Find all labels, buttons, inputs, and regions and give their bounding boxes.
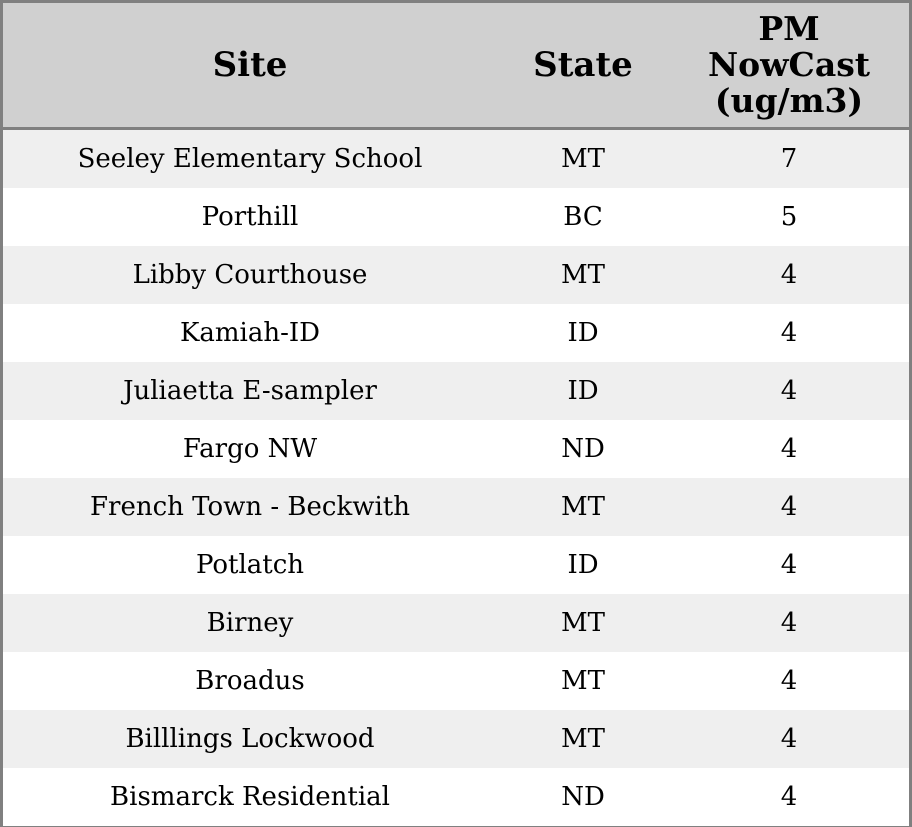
column-header-pm-line3: (ug/m3) [714,81,864,120]
cell-pm: 4 [669,594,909,652]
table-row [3,536,909,594]
cell-site: French Town - Beckwith [3,478,497,536]
cell-pm: 7 [669,129,909,189]
column-header-site: Site [3,3,497,129]
cell-state: MT [497,652,669,710]
cell-site: Kamiah-ID [3,304,497,362]
cell-state: ND [497,768,669,826]
table-row [3,768,909,826]
header-row [3,3,909,129]
column-header-pm-line1: PM [758,9,820,48]
cell-pm: 4 [669,304,909,362]
table-row [3,362,909,420]
cell-state: BC [497,188,669,246]
cell-pm: 4 [669,246,909,304]
cell-state: ID [497,362,669,420]
table-row [3,304,909,362]
cell-site: Porthill [3,188,497,246]
cell-site: Seeley Elementary School [3,129,497,189]
cell-site: Fargo NW [3,420,497,478]
cell-pm: 4 [669,768,909,826]
column-header-pm-line2: NowCast [707,45,871,84]
cell-pm: 4 [669,362,909,420]
table-row [3,420,909,478]
cell-pm: 4 [669,420,909,478]
table-body [3,129,909,827]
cell-site: Juliaetta E-sampler [3,362,497,420]
cell-site: Potlatch [3,536,497,594]
cell-state: ND [497,420,669,478]
cell-pm: 4 [669,710,909,768]
cell-site: Billlings Lockwood [3,710,497,768]
air-quality-table [3,3,909,826]
table-row [3,246,909,304]
cell-pm: 4 [669,478,909,536]
table-row [3,188,909,246]
table-row [3,710,909,768]
cell-site: Birney [3,594,497,652]
cell-state: MT [497,594,669,652]
cell-pm: 5 [669,188,909,246]
cell-state: MT [497,129,669,189]
table-header [3,3,909,129]
table-row [3,478,909,536]
cell-site: Broadus [3,652,497,710]
table-row [3,652,909,710]
column-header-pm-nowcast [669,3,909,129]
cell-pm: 4 [669,536,909,594]
cell-state: ID [497,536,669,594]
table-row [3,594,909,652]
cell-state: MT [497,246,669,304]
table-row [3,129,909,189]
cell-site: Bismarck Residential [3,768,497,826]
cell-state: ID [497,304,669,362]
cell-state: MT [497,710,669,768]
cell-pm: 4 [669,652,909,710]
cell-site: Libby Courthouse [3,246,497,304]
cell-state: MT [497,478,669,536]
column-header-state: State [497,3,669,129]
